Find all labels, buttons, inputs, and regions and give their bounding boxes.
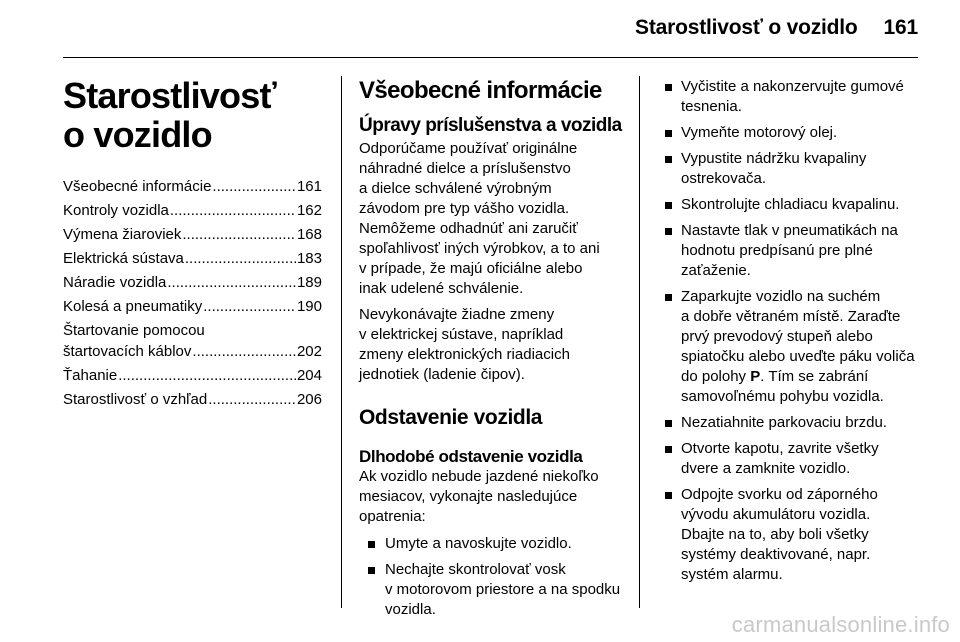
column-general-information [359, 76, 631, 626]
page-number: 161 [883, 16, 918, 39]
toc-label: štartovacích káblov [63, 343, 192, 360]
toc-entry[interactable] [63, 224, 322, 245]
toc-entry[interactable] [63, 389, 322, 410]
toc-leader [208, 389, 296, 410]
toc-label: Náradie vozidla [63, 274, 167, 291]
list-item: Vypustite nádržku kvapaliny ostrekovača. [659, 149, 929, 189]
column-divider [639, 76, 640, 608]
toc-page: 202 [296, 343, 322, 360]
running-header [635, 16, 918, 40]
bullet-square-icon [665, 294, 672, 301]
bullet-square-icon [665, 228, 672, 235]
toc-page: 168 [296, 226, 322, 243]
toc-entry[interactable] [63, 200, 322, 221]
header-title: Starostlivosť o vozidlo [635, 16, 858, 39]
bullet-square-icon [665, 202, 672, 209]
subsection-heading: Dlhodobé odstavenie vozidla [359, 447, 583, 466]
toc-leader [212, 176, 296, 197]
toc-page: 204 [296, 367, 322, 384]
toc-page: 206 [296, 391, 322, 408]
bullet-list [359, 534, 631, 620]
toc-label: Ťahanie [63, 367, 118, 384]
list-item: Skontrolujte chladiacu kvapalinu. [659, 195, 929, 215]
list-item: Odpojte svorku od záporného vývodu akumulátoru vozidla. Dbajte na to, aby boli všetky systémy deaktivované, napr. systém alarmu. [659, 485, 929, 585]
list-item: Nezatiahnite parkovaciu brzdu. [659, 413, 929, 433]
chapter-title-line: o vozidlo [63, 114, 212, 155]
paragraph: Ak vozidlo nebude jazdené niekoľko mesiacov, vykonajte nasledujúce opatrenia: [359, 468, 599, 525]
toc-page: 162 [296, 202, 322, 219]
toc-entry[interactable] [63, 176, 322, 197]
bullet-square-icon [665, 492, 672, 499]
list-item: Vyčistite a nakonzervujte gumové tesnenia. [659, 77, 929, 117]
toc-leader [118, 365, 296, 386]
section-heading: Všeobecné informácie [359, 77, 602, 104]
list-item: Nastavte tlak v pneumatikách na hodnotu predpísanú pre plné zaťaženie. [659, 221, 929, 281]
section-heading: Odstavenie vozidla [359, 406, 543, 429]
list-item: Nechajte skontrolovať vosk v motorovom priestore a na spodku vozidla. [359, 560, 631, 620]
subsection-heading: Úpravy príslušenstva a vozidla [359, 115, 622, 136]
chapter-title [63, 76, 276, 154]
toc-entry[interactable] [63, 320, 322, 362]
column-divider [341, 76, 342, 608]
toc-page: 183 [296, 250, 322, 267]
list-item: Zaparkujte vozidlo na suchém a dobře větraném místě. Zaraďte prvý prevodový stupeň alebo spiatočku alebo uveďte páku voliča do polohy P. Tím se zabrání samovoľnému pohybu vozidla. [659, 287, 929, 407]
bullet-list [659, 77, 929, 585]
gear-position-label: P [750, 368, 761, 385]
toc-label: Všeobecné informácie [63, 178, 212, 195]
bullet-square-icon [665, 130, 672, 137]
list-item: Vymeňte motorový olej. [659, 123, 929, 143]
toc-label: Elektrická sústava [63, 250, 184, 267]
bullet-square-icon [665, 446, 672, 453]
toc-label: Kontroly vozidla [63, 202, 169, 219]
toc-leader [167, 272, 296, 293]
toc-label: Starostlivosť o vzhľad [63, 391, 208, 408]
toc-entry[interactable] [63, 296, 322, 317]
toc-label: Kolesá a pneumatiky [63, 298, 203, 315]
toc-page: 161 [296, 178, 322, 195]
list-item: Umyte a navoskujte vozidlo. [359, 534, 631, 554]
bullet-square-icon [665, 156, 672, 163]
bullet-square-icon [665, 84, 672, 91]
paragraph: Odporúčame používať originálne náhradné dielce a príslušenstvo a dielce schválené výrobným závodom pre typ vášho vozidla. Nemôžeme odhadnúť ani zaručiť spoľahlivosť iných výrobkov, a to ani v prípade, že majú oficiálne alebo inak udelené schválenie. [359, 140, 600, 297]
column-storage-steps [659, 77, 929, 591]
toc-leader [192, 341, 296, 362]
table-of-contents [63, 176, 322, 413]
toc-entry[interactable] [63, 272, 322, 293]
toc-leader [203, 296, 296, 317]
toc-entry[interactable] [63, 365, 322, 386]
toc-leader [182, 224, 296, 245]
toc-label: Výmena žiaroviek [63, 226, 182, 243]
list-item: Otvorte kapotu, zavrite všetky dvere a zamknite vozidlo. [659, 439, 929, 479]
toc-leader [170, 200, 296, 221]
toc-page: 189 [296, 274, 322, 291]
paragraph: Nevykonávajte žiadne zmeny v elektrickej sústave, napríklad zmeny elektronických riadiacich jednotiek (ladenie čipov). [359, 306, 570, 383]
toc-page: 190 [296, 298, 322, 315]
bullet-square-icon [368, 567, 375, 574]
toc-leader [185, 248, 296, 269]
toc-label: Štartovanie pomocou [63, 322, 205, 339]
watermark: carmanualsonline.info [731, 612, 950, 637]
bullet-square-icon [665, 420, 672, 427]
bullet-square-icon [368, 541, 375, 548]
header-rule [63, 57, 918, 58]
toc-entry[interactable] [63, 248, 322, 269]
chapter-title-line: Starostlivosť [63, 75, 276, 116]
